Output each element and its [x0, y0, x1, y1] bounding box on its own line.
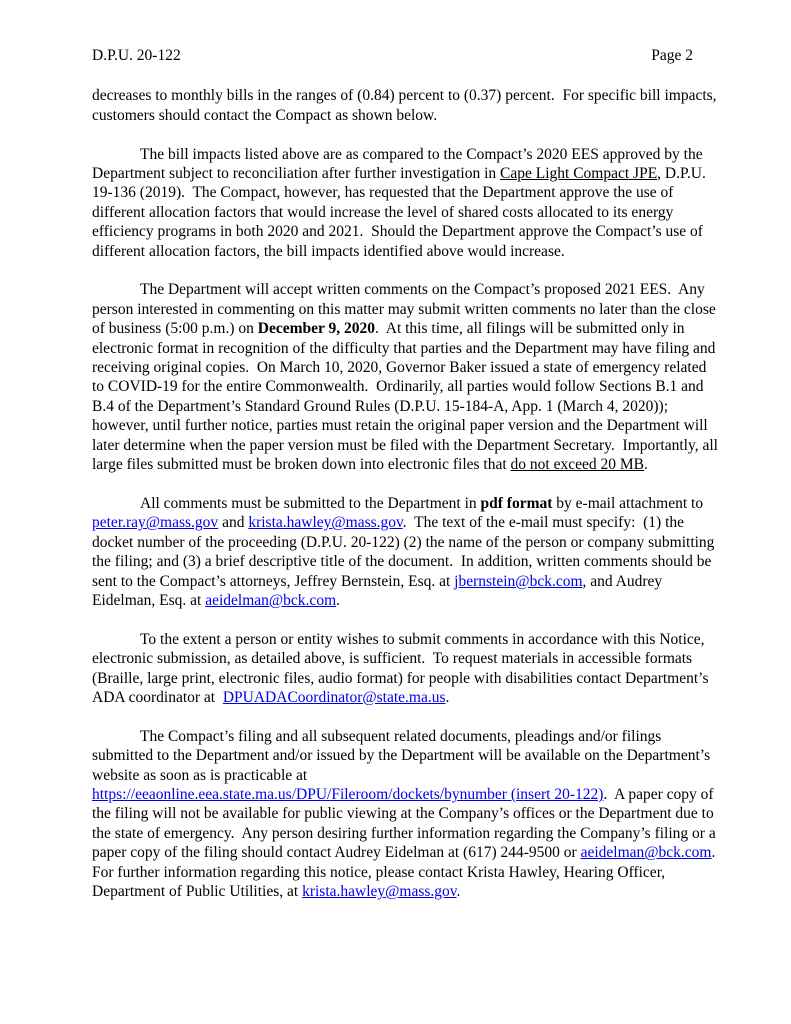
page-number: Page 2 — [651, 47, 693, 64]
hyperlink[interactable]: krista.hawley@mass.gov — [302, 882, 457, 900]
text-run: . — [445, 688, 450, 706]
text-run: . For further information regarding this notice, please contact Krista Hawley, Hearing Officer, Department of Public Utilities, at — [92, 844, 724, 900]
text-run: by e-mail attachment to — [552, 494, 707, 512]
paragraph — [92, 86, 721, 125]
hyperlink[interactable]: jbernstein@bck.com — [454, 572, 583, 590]
underline-run: do not exceed 20 MB — [510, 456, 644, 474]
text-run: The Compact’s filing and all subsequent related documents, pleadings and/or filings submitted to the Department and/or issued by the Department will be available on the Department’s website as soon as is practicable at — [92, 727, 714, 784]
hyperlink[interactable]: DPUADACoordinator@state.ma.us — [222, 688, 446, 706]
text-run: All comments must be submitted to the Department in — [140, 494, 481, 512]
paragraph — [92, 280, 721, 474]
docket-number: D.P.U. 20-122 — [92, 47, 181, 64]
bold-run: December 9, 2020 — [257, 320, 375, 338]
text-run: . The text of the e-mail must specify: (1) the docket number of the proceeding (D.P.U. 20-122) (2) the name of the person or company submitting the filing; and (3) a brief descriptive title of the document. In addition, written comments should be sent to the Compact’s attorneys, Jeffrey Bernstein, Esq. at — [92, 514, 719, 590]
text-run: The bill impacts listed above are as compared to the Compact’s 2020 EES approved by the Department subject to reconciliation after further investigation in — [92, 145, 707, 183]
text-run: . At this time, all filings will be submitted only in electronic format in recognition of the difficulty that parties and the Department may have filing and receiving original copies. On March 10, 2020, Governor Baker issued a state of emergency related to COVID-19 for the entire Commonwealth. Ordinarily, all parties would follow Sections B.1 and B.4 of the Department’s Standard Ground Rules (D.P.U. 15-184-A, App. 1 (March 4, 2020)); however, until further notice, parties must retain the original paper version and the Department will later determine when the paper version must be filed with the Department Secretary. Importantly, all large files submitted must be broken down into electronic files that — [92, 320, 722, 474]
document-body — [92, 86, 724, 901]
text-run: , D.P.U. 19-136 (2019). The Compact, however, has requested that the Department approve the use of different allocation factors that would increase the level of shared costs allocated to its energy efficiency programs in both 2020 and 2021. Should the Department approve the Compact’s use of different allocation factors, the bill impacts identified above would increase. — [92, 165, 710, 260]
hyperlink[interactable]: krista.hawley@mass.gov — [248, 514, 403, 532]
hyperlink[interactable]: peter.ray@mass.gov — [92, 514, 219, 532]
text-run: , and Audrey Eidelman, Esq. at — [92, 572, 667, 609]
text-run: . — [456, 882, 461, 900]
text-run: and — [218, 514, 249, 532]
document-header — [92, 46, 721, 65]
text-run: The Department will accept written comments on the Compact’s proposed 2021 EES. Any person interested in commenting on this matter may submit written comments no later than the close of business (5:00 p.m.) on — [92, 281, 720, 338]
hyperlink[interactable]: aeidelman@bck.com — [580, 844, 712, 862]
paragraph — [92, 630, 721, 708]
text-run: . A paper copy of the filing will not be available for public viewing at the Company’s offices or the Department due to the state of emergency. Any person desiring further information regarding the Company’s filing or a paper copy of the filing should contact Audrey Eidelman at (617) 244-9500 or — [92, 785, 720, 862]
text-run: . — [336, 591, 340, 609]
text-run: . — [644, 456, 648, 474]
hyperlink[interactable]: aeidelman@bck.com — [205, 591, 337, 609]
hyperlink[interactable]: https://eeaonline.eea.state.ma.us/DPU/Fileroom/dockets/bynumber (insert 20-122) — [92, 785, 604, 803]
paragraph — [92, 145, 721, 261]
text-run: decreases to monthly bills in the ranges of (0.84) percent to (0.37) percent. For specific bill impacts, customers should contact the Compact as shown below. — [92, 87, 721, 124]
paragraph — [92, 494, 721, 610]
underline-run: Cape Light Compact JPE — [500, 165, 658, 183]
paragraph — [92, 727, 724, 902]
text-run: To the extent a person or entity wishes to submit comments in accordance with this Notice, electronic submission, as detailed above, is sufficient. To request materials in accessible formats (Braille, large print, electronic files, audio format) for people with disabilities contact Department’s ADA coordinator at — [92, 630, 712, 706]
bold-run: pdf format — [480, 494, 553, 512]
